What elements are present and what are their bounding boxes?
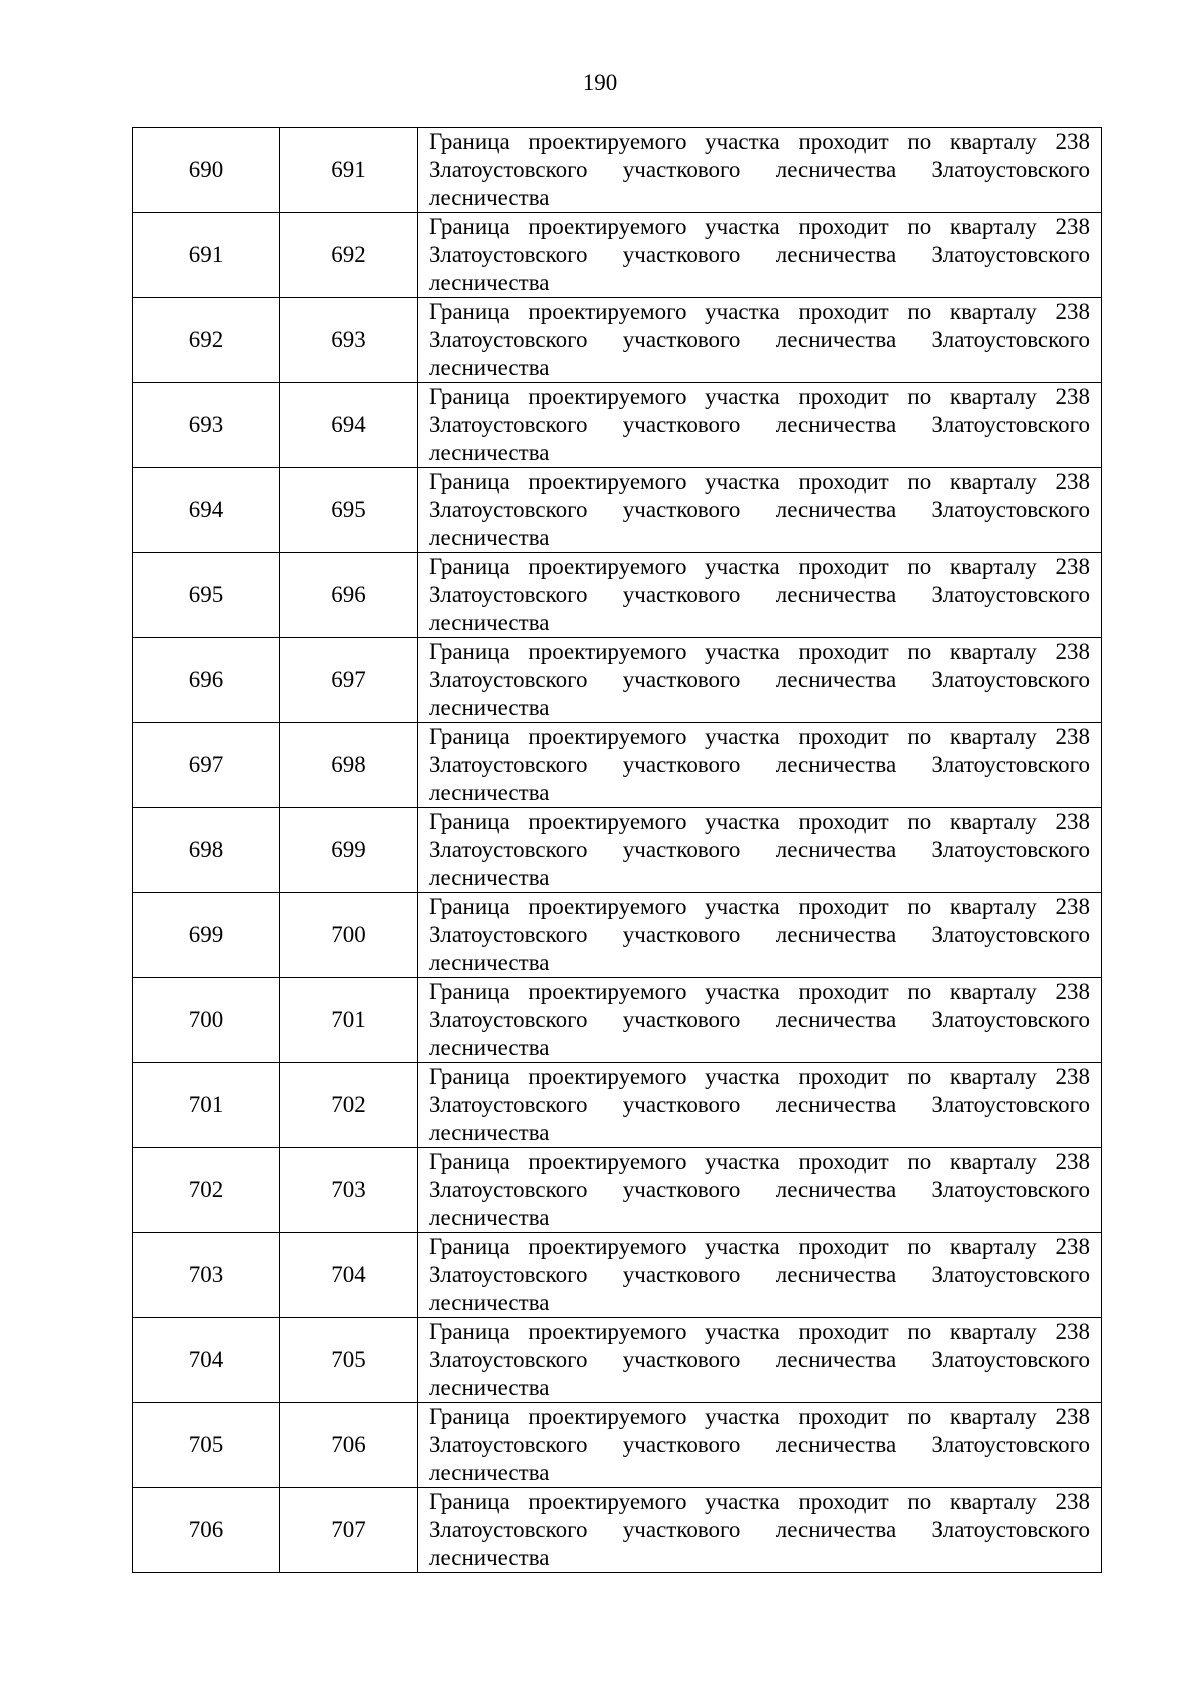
cell-description: Граница проектируемого участка проходит по кварталу 238 Златоустовского участкового лесничества Златоустовского лесничества <box>418 383 1102 468</box>
cell-to-point: 692 <box>280 213 418 298</box>
cell-to-point: 694 <box>280 383 418 468</box>
cell-from-point: 696 <box>133 638 280 723</box>
table-row <box>133 978 1102 1063</box>
cell-to-point: 706 <box>280 1403 418 1488</box>
cell-description: Граница проектируемого участка проходит по кварталу 238 Златоустовского участкового лесничества Златоустовского лесничества <box>418 128 1102 213</box>
cell-to-point: 704 <box>280 1233 418 1318</box>
cell-description: Граница проектируемого участка проходит по кварталу 238 Златоустовского участкового лесничества Златоустовского лесничества <box>418 1148 1102 1233</box>
table-row <box>133 808 1102 893</box>
cell-from-point: 705 <box>133 1403 280 1488</box>
cell-from-point: 693 <box>133 383 280 468</box>
cell-to-point: 699 <box>280 808 418 893</box>
cell-description: Граница проектируемого участка проходит по кварталу 238 Златоустовского участкового лесничества Златоустовского лесничества <box>418 723 1102 808</box>
cell-from-point: 702 <box>133 1148 280 1233</box>
cell-from-point: 692 <box>133 298 280 383</box>
cell-description: Граница проектируемого участка проходит по кварталу 238 Златоустовского участкового лесничества Златоустовского лесничества <box>418 553 1102 638</box>
cell-from-point: 704 <box>133 1318 280 1403</box>
cell-from-point: 695 <box>133 553 280 638</box>
cell-description: Граница проектируемого участка проходит по кварталу 238 Златоустовского участкового лесничества Златоустовского лесничества <box>418 1403 1102 1488</box>
cell-description: Граница проектируемого участка проходит по кварталу 238 Златоустовского участкового лесничества Златоустовского лесничества <box>418 893 1102 978</box>
cell-to-point: 696 <box>280 553 418 638</box>
cell-to-point: 703 <box>280 1148 418 1233</box>
table-row <box>133 1403 1102 1488</box>
table-row <box>133 1063 1102 1148</box>
cell-to-point: 700 <box>280 893 418 978</box>
table-row <box>133 1233 1102 1318</box>
cell-to-point: 693 <box>280 298 418 383</box>
table-row <box>133 468 1102 553</box>
cell-to-point: 707 <box>280 1488 418 1573</box>
table-row <box>133 1488 1102 1573</box>
cell-description: Граница проектируемого участка проходит по кварталу 238 Златоустовского участкового лесничества Златоустовского лесничества <box>418 468 1102 553</box>
cell-description: Граница проектируемого участка проходит по кварталу 238 Златоустовского участкового лесничества Златоустовского лесничества <box>418 1488 1102 1573</box>
table-row <box>133 213 1102 298</box>
table-row <box>133 723 1102 808</box>
cell-description: Граница проектируемого участка проходит по кварталу 238 Златоустовского участкового лесничества Златоустовского лесничества <box>418 1233 1102 1318</box>
cell-to-point: 698 <box>280 723 418 808</box>
cell-to-point: 702 <box>280 1063 418 1148</box>
cell-from-point: 700 <box>133 978 280 1063</box>
cell-description: Граница проектируемого участка проходит по кварталу 238 Златоустовского участкового лесничества Златоустовского лесничества <box>418 808 1102 893</box>
boundary-table <box>132 127 1102 1573</box>
cell-description: Граница проектируемого участка проходит по кварталу 238 Златоустовского участкового лесничества Златоустовского лесничества <box>418 638 1102 723</box>
cell-description: Граница проектируемого участка проходит по кварталу 238 Златоустовского участкового лесничества Златоустовского лесничества <box>418 1063 1102 1148</box>
table-row <box>133 893 1102 978</box>
cell-from-point: 697 <box>133 723 280 808</box>
cell-from-point: 706 <box>133 1488 280 1573</box>
cell-from-point: 699 <box>133 893 280 978</box>
cell-to-point: 697 <box>280 638 418 723</box>
cell-description: Граница проектируемого участка проходит по кварталу 238 Златоустовского участкового лесничества Златоустовского лесничества <box>418 978 1102 1063</box>
table-row <box>133 128 1102 213</box>
boundary-table-body <box>133 128 1102 1573</box>
cell-from-point: 690 <box>133 128 280 213</box>
page-number: 190 <box>582 70 618 95</box>
cell-from-point: 698 <box>133 808 280 893</box>
table-row <box>133 553 1102 638</box>
cell-from-point: 694 <box>133 468 280 553</box>
cell-from-point: 703 <box>133 1233 280 1318</box>
cell-to-point: 695 <box>280 468 418 553</box>
table-row <box>133 298 1102 383</box>
table-row <box>133 383 1102 468</box>
cell-description: Граница проектируемого участка проходит по кварталу 238 Златоустовского участкового лесничества Златоустовского лесничества <box>418 298 1102 383</box>
cell-to-point: 701 <box>280 978 418 1063</box>
table-row <box>133 638 1102 723</box>
table-row <box>133 1148 1102 1233</box>
cell-from-point: 691 <box>133 213 280 298</box>
cell-from-point: 701 <box>133 1063 280 1148</box>
table-row <box>133 1318 1102 1403</box>
cell-to-point: 705 <box>280 1318 418 1403</box>
cell-description: Граница проектируемого участка проходит по кварталу 238 Златоустовского участкового лесничества Златоустовского лесничества <box>418 1318 1102 1403</box>
cell-description: Граница проектируемого участка проходит по кварталу 238 Златоустовского участкового лесничества Златоустовского лесничества <box>418 213 1102 298</box>
cell-to-point: 691 <box>280 128 418 213</box>
